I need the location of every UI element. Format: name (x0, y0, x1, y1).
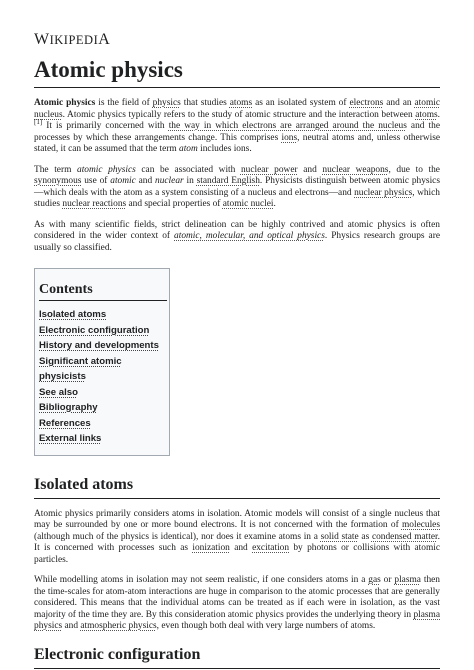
toc-item-electronic-configuration[interactable]: Electronic configuration (39, 324, 150, 336)
wikipedia-wordmark[interactable]: WIKIPEDIA (34, 31, 111, 48)
text-run: , even though both deal with very large numbers of atoms. (156, 621, 376, 631)
link-physics[interactable]: physics (152, 98, 181, 108)
link-synonymous[interactable]: synonymous (34, 176, 82, 186)
link-plasma[interactable]: plasma (394, 575, 421, 585)
text-run: . It is concerned with processes such as (34, 531, 440, 553)
link-excitation[interactable]: excitation (252, 543, 290, 553)
text-run: . Physicists distinguish between atomic physics—which deals with the atom as a system consisting of a nucleus and electrons—and (34, 176, 440, 198)
link-ionization[interactable]: ionization (192, 543, 230, 553)
toc-item-external-links[interactable]: External links (39, 433, 102, 444)
text-run: (although much of the physics is identical), nor does it examine atoms in a (34, 531, 321, 542)
text-run: , which studies (34, 187, 440, 209)
link-the-way-in-which-electrons-are-arranged-around-the-nucleus[interactable]: the way in which electrons are arranged around the nucleus (168, 121, 407, 131)
link-atoms[interactable]: atoms (229, 98, 253, 108)
text-run: . Atomic physics typically refers to the study of atomic structure and the interaction between (62, 109, 416, 120)
text-run: atomic (110, 176, 136, 186)
section-paragraph (34, 509, 440, 567)
link-condensed-matter[interactable]: condensed matter (371, 531, 438, 542)
link-solid-state[interactable]: solid state (320, 531, 359, 542)
text-run: and (62, 621, 81, 631)
toc-item-see-also[interactable]: See also (39, 386, 78, 398)
toc-title: Contents (39, 281, 167, 301)
link-nuclear-physics[interactable]: nuclear physics (354, 187, 413, 198)
text-run: and (135, 176, 156, 186)
link-electrons[interactable]: electrons (349, 98, 384, 108)
text-run: that studies (180, 98, 230, 108)
text-run: . (273, 199, 276, 209)
text-run: by photons or collisions with atomic particles. (34, 543, 440, 565)
section-heading-isolated-atoms: Isolated atoms (34, 475, 440, 499)
text-run: It is primarily concerned with (42, 121, 169, 131)
text-run: atomic physics (77, 164, 136, 175)
text-run: as (358, 531, 372, 542)
link-plasma-physics[interactable]: plasma physics (34, 609, 440, 631)
intro-paragraph (34, 165, 440, 211)
article-page (34, 30, 440, 669)
text-run: can be associated with (135, 164, 241, 175)
text-run: , due to the (388, 164, 440, 175)
link-molecules[interactable]: molecules (401, 520, 440, 530)
intro-paragraph (34, 98, 440, 156)
intro-paragraph (34, 220, 440, 255)
text-run: and the processes by which these arrangements change. This comprises (34, 121, 440, 143)
page-title: Atomic physics (34, 56, 440, 88)
text-run: While modelling atoms in isolation may not seem realistic, if one considers atoms in a (34, 575, 369, 585)
link-atmospheric-physics[interactable]: atmospheric physics (80, 621, 157, 631)
text-run: as an isolated system of (252, 98, 350, 108)
text-run: . (437, 109, 440, 120)
link-gas[interactable]: gas (368, 575, 381, 585)
toc-item-references[interactable]: References (39, 417, 91, 429)
text-run: in (183, 176, 197, 186)
text-run: nuclear (155, 176, 184, 186)
link-standard-english[interactable]: standard English (196, 176, 260, 186)
text-run: and (229, 543, 253, 553)
text-run: or (380, 575, 395, 585)
text-run: is the field of (95, 98, 153, 108)
text-run: atom (179, 144, 198, 154)
toc-item-isolated-atoms[interactable]: Isolated atoms (39, 309, 107, 320)
citation-link[interactable]: [1] (34, 117, 43, 126)
text-run: Atomic physics (34, 98, 96, 108)
link-atomic-nucleus[interactable]: atomic nucleus (34, 98, 440, 120)
section-paragraph (34, 575, 440, 633)
toc-item-bibliography[interactable]: Bibliography (39, 402, 98, 413)
link-nuclear-reactions[interactable]: nuclear reactions (62, 199, 127, 209)
text-run: Atomic physics primarily considers atoms in isolation. Atomic models will consist of a single nucleus that may be surrounded by one or more bound electrons. It is not concerned with the formation of (34, 508, 440, 530)
link-ions[interactable]: ions (281, 132, 298, 143)
toc-item-history[interactable]: History and developments (39, 340, 159, 351)
link-atomic-molecular-and-optical-physics[interactable]: atomic, molecular, and optical physics (174, 231, 325, 241)
text-run: and (297, 164, 323, 175)
text-run: use of (81, 176, 111, 186)
toc-item-significant-physicists[interactable]: Significant atomic physicists (39, 355, 122, 382)
text-run: As with many scientific fields, strict delineation can be highly contrived and atomic physics is often considered in the wider context of (34, 219, 440, 241)
link-atomic-nuclei[interactable]: atomic nuclei (222, 199, 274, 209)
text-run: and an (383, 98, 415, 108)
text-run: The term (34, 164, 78, 175)
link-nuclear-weapons[interactable]: nuclear weapons (322, 164, 389, 175)
text-run: . Physics research groups are usually so classified. (34, 231, 440, 253)
text-run: , neutral atoms and, unless otherwise stated, it can be assumed that the term (34, 132, 440, 154)
toc-list (39, 307, 169, 447)
link-nuclear-power[interactable]: nuclear power (240, 164, 298, 175)
text-run: includes ions. (197, 144, 252, 154)
table-of-contents (34, 268, 170, 456)
text-run: then the time-scales for atom-atom interactions are huge in comparison to the atomic processes that are generally considered. This means that the individual atoms can be treated as if each were in isolation, as the vast majority of the time they are. By this consideration atomic physics provides the underlying theory in (34, 575, 440, 620)
text-run: and special properties of (126, 199, 223, 209)
section-heading-electronic-configuration: Electronic configuration (34, 645, 440, 669)
link-atoms[interactable]: atoms (415, 109, 438, 120)
